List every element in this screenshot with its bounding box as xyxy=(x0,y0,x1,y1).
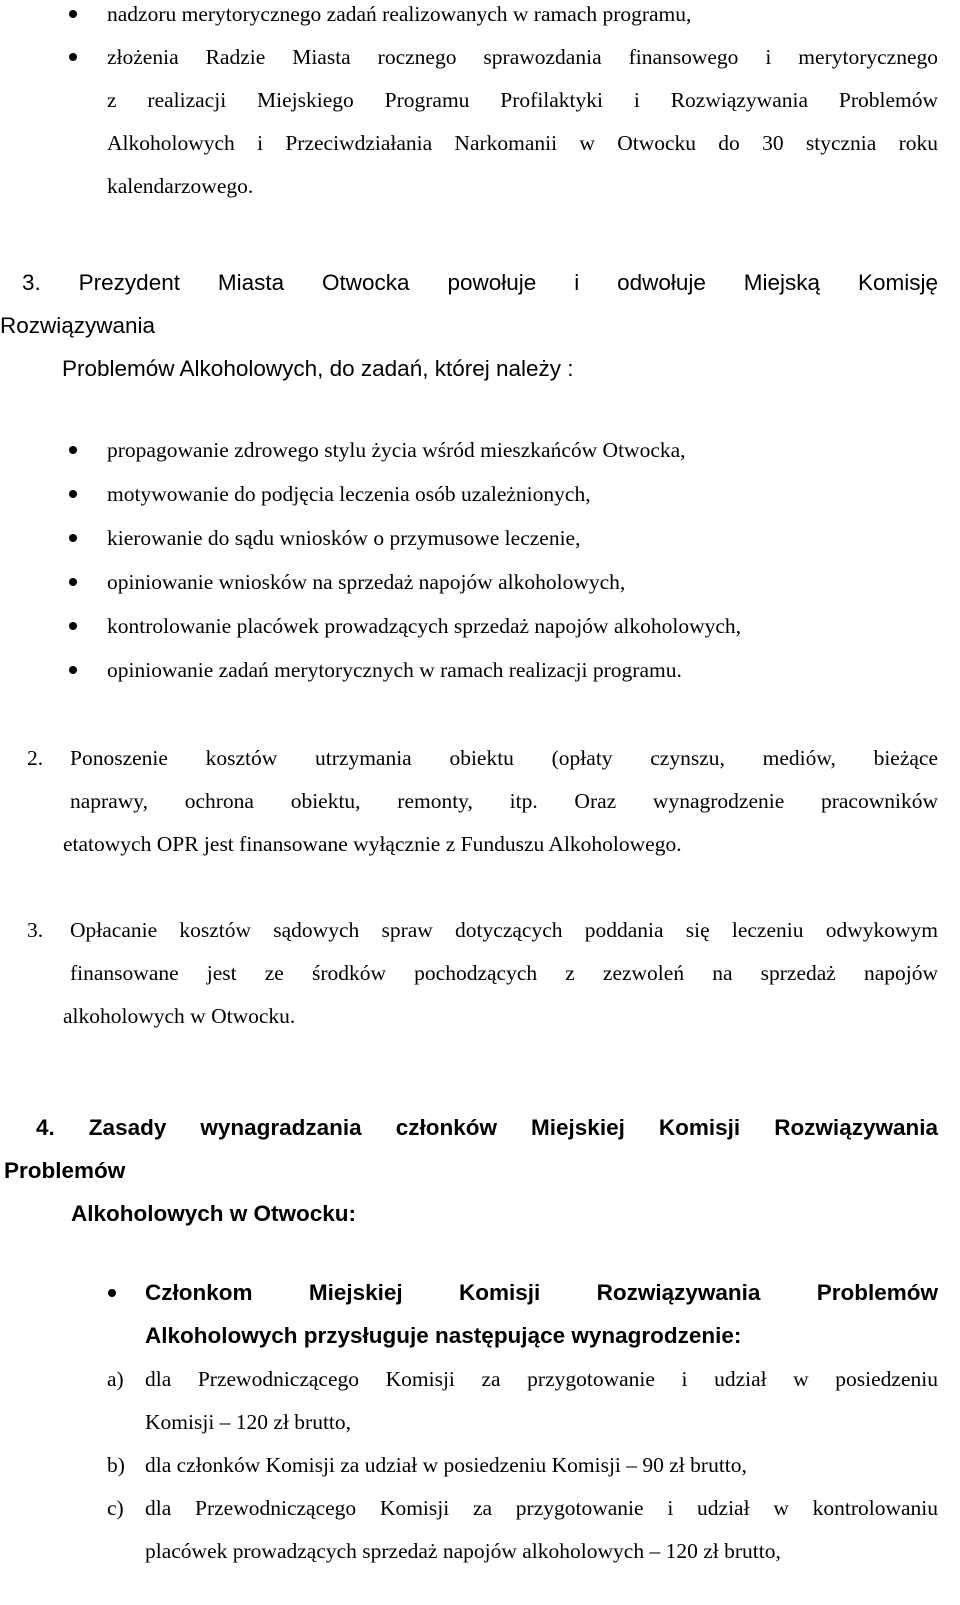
section-heading-continuation: Problemów Alkoholowych, do zadań, której należy : xyxy=(62,356,574,381)
bullet-icon xyxy=(69,622,77,630)
list-item-continuation: placówek prowadzących sprzedaż napojów alkoholowych – 120 zł brutto, xyxy=(145,1539,781,1563)
section-heading-continuation: Rozwiązywania xyxy=(0,313,156,338)
list-item: dla członków Komisji za udział w posiedzeniu Komisji – 90 zł brutto, xyxy=(145,1453,747,1477)
bullet-icon xyxy=(69,446,77,454)
list-item-continuation: Komisji – 120 zł brutto, xyxy=(145,1410,352,1434)
paragraph-text: etatowych OPR jest finansowane wyłącznie z Funduszu Alkoholowego. xyxy=(63,832,682,856)
bullet-icon xyxy=(69,53,77,61)
bullet-icon xyxy=(69,10,77,18)
bullet-icon xyxy=(69,490,77,498)
list-item: dla Przewodniczącego Komisji za przygotowanie i udział w posiedzeniu xyxy=(145,1367,938,1391)
remuneration-intro: Alkoholowych przysługuje następujące wynagrodzenie: xyxy=(145,1323,742,1348)
bullet-icon xyxy=(108,1289,116,1297)
list-label: c) xyxy=(107,1496,124,1520)
paragraph-text: Ponoszenie kosztów utrzymania obiektu (opłaty czynszu, mediów, bieżące xyxy=(70,746,938,770)
list-item: opiniowanie zadań merytorycznych w ramach realizacji programu. xyxy=(107,658,682,682)
bullet-icon xyxy=(69,666,77,674)
paragraph-text: Opłacanie kosztów sądowych spraw dotyczących poddania się leczeniu odwykowym xyxy=(70,918,938,942)
list-item: kontrolowanie placówek prowadzących sprzedaż napojów alkoholowych, xyxy=(107,614,742,638)
list-item: kierowanie do sądu wniosków o przymusowe leczenie, xyxy=(107,526,581,550)
section-heading-continuation: Alkoholowych w Otwocku: xyxy=(71,1201,357,1226)
bullet-icon xyxy=(69,534,77,542)
list-item: propagowanie zdrowego stylu życia wśród mieszkańców Otwocka, xyxy=(107,438,686,462)
paragraph-number: 2. xyxy=(27,746,44,770)
section-heading-continuation: Problemów xyxy=(4,1158,126,1183)
list-item: dla Przewodniczącego Komisji za przygotowanie i udział w kontrolowaniu xyxy=(145,1496,938,1520)
list-label: b) xyxy=(107,1453,125,1477)
list-item: nadzoru merytorycznego zadań realizowanych w ramach programu, xyxy=(107,2,692,26)
remuneration-intro: Członkom Miejskiej Komisji Rozwiązywania Problemów xyxy=(145,1280,938,1305)
section-heading: 3. Prezydent Miasta Otwocka powołuje i odwołuje Miejską Komisję xyxy=(22,270,938,295)
bullet-icon xyxy=(69,578,77,586)
list-item: opiniowanie wniosków na sprzedaż napojów alkoholowych, xyxy=(107,570,626,594)
paragraph-text: naprawy, ochrona obiektu, remonty, itp. Oraz wynagrodzenie pracowników xyxy=(70,789,938,813)
list-item-continuation: Alkoholowych i Przeciwdziałania Narkomanii w Otwocku do 30 stycznia roku xyxy=(107,131,938,155)
list-item-continuation: z realizacji Miejskiego Programu Profilaktyki i Rozwiązywania Problemów xyxy=(107,88,938,112)
paragraph-text: finansowane jest ze środków pochodzących z zezwoleń na sprzedaż napojów xyxy=(70,961,938,985)
list-item: złożenia Radzie Miasta rocznego sprawozdania finansowego i merytorycznego xyxy=(107,45,938,69)
paragraph-number: 3. xyxy=(27,918,44,942)
list-label: a) xyxy=(107,1367,124,1391)
list-item: motywowanie do podjęcia leczenia osób uzależnionych, xyxy=(107,482,591,506)
paragraph-text: alkoholowych w Otwocku. xyxy=(63,1004,296,1028)
section-heading: 4. Zasady wynagradzania członków Miejskiej Komisji Rozwiązywania xyxy=(36,1115,938,1140)
list-item-continuation: kalendarzowego. xyxy=(107,174,254,198)
